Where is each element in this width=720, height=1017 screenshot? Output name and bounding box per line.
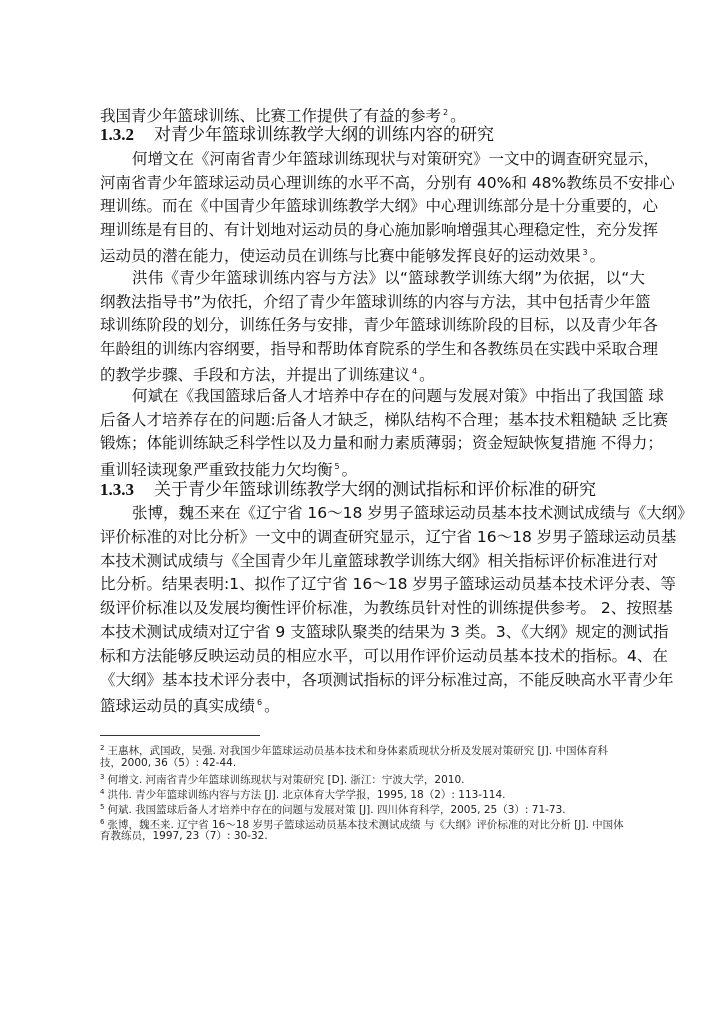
line-text: 年龄组的训练内容纲要，指导和帮助体育院系的学生和各教练员在实践中采取合理 <box>100 339 659 358</box>
section-heading <box>100 125 645 145</box>
line-text: 级评价标准以及发展均衡性评价标准，为教练员针对性的训练提供参考。 2、按照基 <box>100 599 673 618</box>
text-line <box>100 433 663 453</box>
line-text: 的教学步骤、手段和方法，并提出了训练建议 <box>100 366 411 385</box>
footnote-text: 王惠林，武国政，吴强. 对我国少年篮球运动员基本技术和身体素质现状分析及发展对策研究 [J]. 中国体育科 <box>107 745 608 757</box>
line-text: 运动员的潜在能力，使运动员在训练与比赛中能够发挥良好的运动效果 <box>100 247 581 266</box>
footnote-ref: 4 <box>412 367 418 377</box>
text-line <box>100 457 645 480</box>
line-tail: 。 <box>264 697 280 716</box>
text-line <box>100 243 645 266</box>
text-line <box>100 292 651 312</box>
line-text: 标和方法能够反映运动员的相应水平，可以用作评价运动员基本技术的指标。4、在 <box>100 646 668 665</box>
footnote-number: 3 <box>100 773 105 782</box>
section-title: 对青少年篮球训练教学大纲的训练内容的研究 <box>154 125 494 145</box>
text-line <box>132 149 660 169</box>
line-text: 我国青少年篮球训练、比赛工作提供了有益的参考 <box>100 107 442 125</box>
text-line <box>100 362 645 385</box>
footnote-text: 何斌. 我国篮球后备人才培养中存在的问题与发展对策 [J]. 四川体育科学，2005, 25（3）: 71-73. <box>107 803 566 816</box>
text-line <box>100 220 659 240</box>
line-text: 河南省青少年篮球运动员心理训练的水平不高，分别有 40%和 48%教练员不安排心 <box>100 173 675 192</box>
footnote-text: 何增文. 河南省青少年篮球训练现状与对策研究 [D]. 浙江：宁波大学，2010. <box>107 774 465 787</box>
footnote-text: 洪伟. 青少年篮球训练内容与方法 [J]. 北京体育大学学报，1995, 18（2）: 113-114. <box>107 789 506 802</box>
text-line <box>100 196 659 216</box>
footnote-ref: 5 <box>334 461 340 471</box>
line-tail: 。 <box>589 247 606 266</box>
line-tail: 。 <box>450 107 466 125</box>
line-text: 重训轻读现象严重致技能力欠均衡 <box>100 460 333 479</box>
footnote-separator <box>100 735 260 736</box>
text-line <box>100 646 668 666</box>
footnote <box>100 756 645 770</box>
section-heading <box>100 480 645 500</box>
footnote-text: 技，2000, 36（5）: 42-44. <box>100 756 237 769</box>
footnote-number: 4 <box>100 788 105 797</box>
footnote-text: 张博，魏丕来. 辽宁省 16～18 岁男子篮球运动员基本技术测试成绩 与《大纲》评价标准的对比分析 [J]. 中国体 <box>107 818 624 831</box>
section-number: 1.3.3 <box>100 480 134 499</box>
footnote-ref: 6 <box>257 698 263 708</box>
text-line <box>100 173 675 193</box>
text-line <box>100 315 659 335</box>
section-number: 1.3.2 <box>100 125 134 144</box>
text-line <box>100 670 674 690</box>
line-tail: 。 <box>341 460 358 479</box>
line-text: 本技术测试成绩对辽宁省 9 支篮球队聚类的结果为 3 类。3、《大纲》规定的测试指 <box>100 623 669 641</box>
line-text: 本技术测试成绩与《全国青少年儿童篮球教学训练大纲》相关指标评价标准进行对 <box>100 551 659 570</box>
line-text: 球训练阶段的划分，训练任务与安排，青少年篮球训练阶段的目标，以及青少年各 <box>100 316 659 335</box>
footnote-ref: 3 <box>582 248 588 258</box>
text-line <box>132 386 664 406</box>
text-line <box>100 103 645 126</box>
line-text: 张博，魏丕来在《辽宁省 16～18 岁男子篮球运动员基本技术测试成绩与《大纲》 <box>132 504 693 522</box>
line-text: 何斌在《我国篮球后备人才培养中存在的问题与发展对策》中指出了我国篮 球 <box>132 387 664 405</box>
text-line <box>100 622 669 642</box>
line-text: 比分析。结果表明:1、拟作了辽宁省 16～18 岁男子篮球运动员基本技术评分表、等 <box>100 575 676 594</box>
line-text: 锻炼；体能训练缺乏科学性以及力量和耐力素质薄弱；资金短缺恢复措施 不得力； <box>100 434 663 453</box>
footnote-number: 2 <box>100 744 105 752</box>
footnote-ref: 2 <box>443 108 449 117</box>
line-text: 理训练。而在《中国青少年篮球训练教学大纲》中心理训练部分是十分重要的，心 <box>100 197 659 216</box>
footnote-text: 育教练员，1997, 23（7）: 30-32. <box>100 830 268 843</box>
text-line <box>100 693 645 716</box>
footnote-number: 5 <box>100 802 105 811</box>
text-line <box>132 268 645 288</box>
line-text: 后备人才培养存在的问题:后备人才缺乏，梯队结构不合理；基本技术粗糙缺 乏比赛 <box>100 410 669 429</box>
line-text: 篮球运动员的真实成绩 <box>100 697 256 716</box>
text-line <box>132 503 693 523</box>
footnote <box>100 829 645 843</box>
section-title: 关于青少年篮球训练教学大纲的测试指标和评价标准的研究 <box>154 480 596 500</box>
line-text: 纲教法指导书”为依托，介绍了青少年篮球训练的内容与方法，其中包括青少年篮 <box>100 292 651 311</box>
text-line <box>100 551 659 571</box>
line-text: 《大纲》基本技术评分表中，各项测试指标的评分标准过高，不能反映高水平青少年 <box>100 670 674 689</box>
text-line <box>100 527 677 547</box>
line-text: 评价标准的对比分析》一文中的调查研究显示，辽宁省 16～18 岁男子篮球运动员基 <box>100 527 677 546</box>
footnote-number: 6 <box>100 817 105 826</box>
text-line <box>100 339 659 359</box>
text-line <box>100 574 676 594</box>
text-line <box>100 598 673 618</box>
text-line <box>100 410 669 430</box>
line-text: 何增文在《河南省青少年篮球训练现状与对策研究》一文中的调查研究显示， <box>132 150 660 168</box>
line-text: 理训练是有目的、有计划地对运动员的身心施加影响增强其心理稳定性，充分发挥 <box>100 220 659 239</box>
line-tail: 。 <box>419 366 435 385</box>
line-text: 洪伟《青少年篮球训练内容与方法》以“篮球教学训练大纲”为依据，以“大 <box>132 269 645 287</box>
